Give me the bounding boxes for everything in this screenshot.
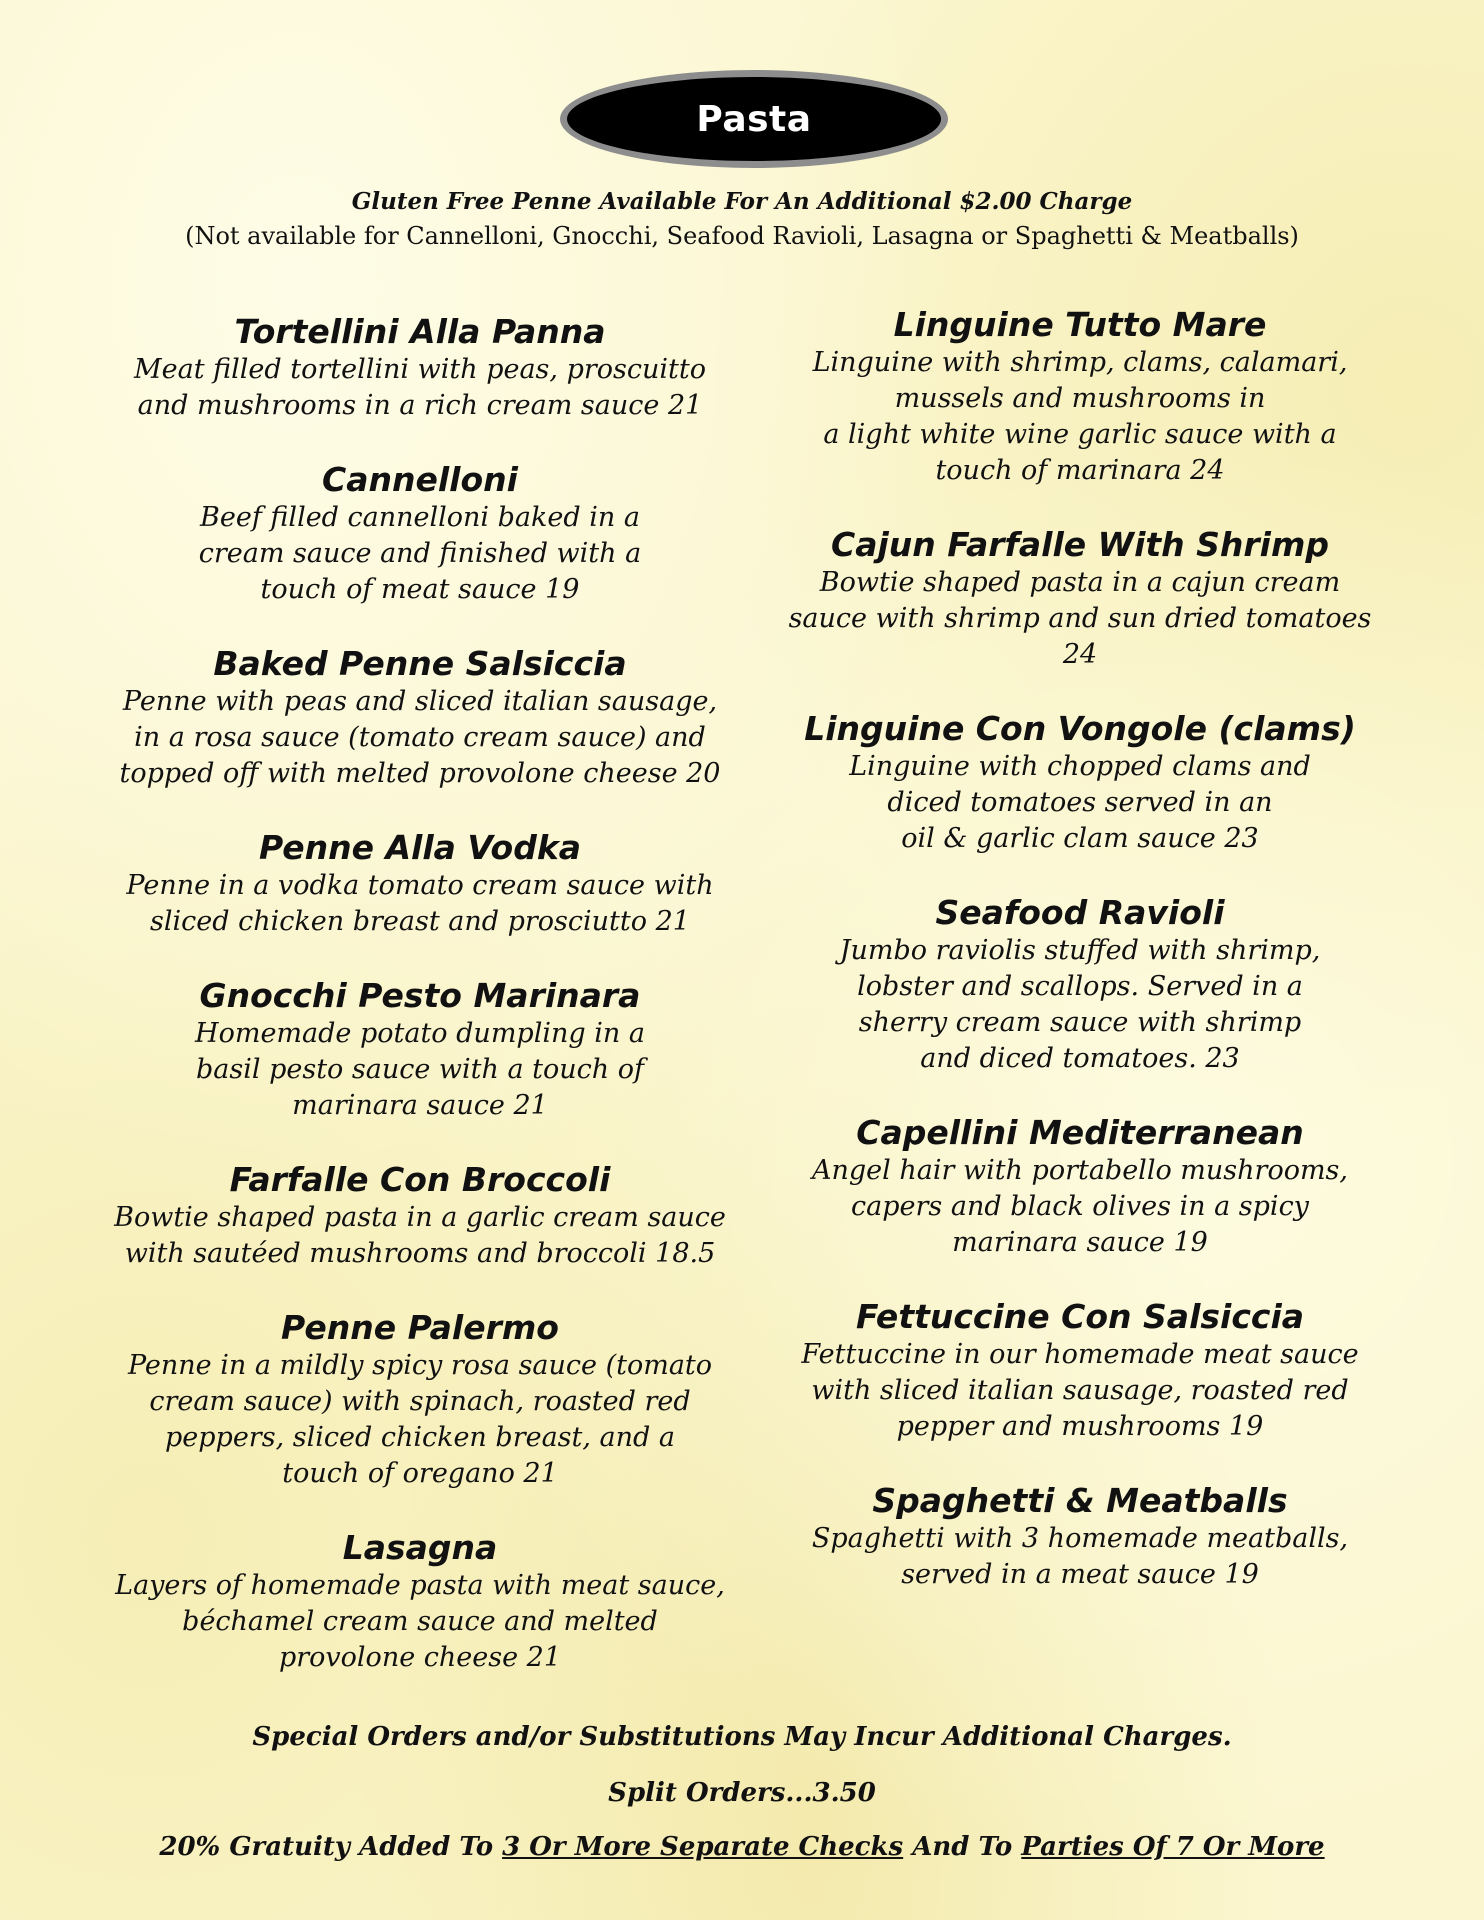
menu-item-description: Linguine with chopped clams and diced tomatoes served in an oil & garlic clam sauce 23: [849, 751, 1311, 854]
separate-checks-text: 3 Or More Separate Checks: [502, 1832, 904, 1862]
menu-item: [100, 312, 740, 424]
menu-item: [760, 709, 1400, 857]
menu-item-name: Cannelloni: [322, 460, 518, 499]
menu-item-description: Layers of homemade pasta with meat sauce, béchamel cream sauce and melted provolone cheese 21: [115, 1570, 725, 1673]
menu-item: [760, 1481, 1400, 1593]
menu-item-description: Fettuccine in our homemade meat sauce with sliced italian sausage, roasted red pepper and mushrooms 19: [801, 1339, 1359, 1442]
menu-item-description: Linguine with shrimp, clams, calamari, mussels and mushrooms in a light white wine garlic sauce with a touch of marinara 24: [812, 347, 1348, 486]
menu-item-description: Beef filled cannelloni baked in a cream sauce and finished with a touch of meat sauce 19: [198, 502, 642, 605]
gratuity-text: 20% Gratuity Added To: [159, 1832, 503, 1862]
menu-item-name: Seafood Ravioli: [935, 893, 1225, 932]
menu-item-name: Spaghetti & Meatballs: [872, 1481, 1288, 1520]
menu-item-description: Penne with peas and sliced italian sausage, in a rosa sauce (tomato cream sauce) and topped off with melted provolone cheese 20: [119, 686, 721, 789]
menu-item: [760, 525, 1400, 673]
menu-item-description: Angel hair with portabello mushrooms, capers and black olives in a spicy marinara sauce 19: [811, 1155, 1348, 1258]
menu-item: [100, 976, 740, 1124]
menu-item-description: Penne in a vodka tomato cream sauce with sliced chicken breast and prosciutto 21: [126, 870, 714, 937]
menu-item-name: Linguine Con Vongole (clams): [804, 709, 1356, 748]
menu-item-name: Tortellini Alla Panna: [234, 312, 606, 351]
gluten-free-exclusions: (Not available for Cannelloni, Gnocchi, Seafood Ravioli, Lasagna or Spaghetti & Meatballs): [185, 222, 1299, 250]
menu-item-description: Spaghetti with 3 homemade meatballs, served in a meat sauce 19: [811, 1523, 1349, 1590]
split-orders-note: Split Orders...3.50: [608, 1778, 876, 1808]
menu-item-description: Bowtie shaped pasta in a garlic cream sauce with sautéed mushrooms and broccoli 18.5: [114, 1202, 726, 1269]
menu-item-description: Homemade potato dumpling in a basil pesto sauce with a touch of marinara sauce 21: [195, 1018, 645, 1121]
menu-item-name: Fettuccine Con Salsiccia: [855, 1297, 1305, 1336]
gratuity-connector-text: And To: [903, 1832, 1022, 1862]
menu-item: [760, 1113, 1400, 1261]
menu-item-name: Lasagna: [342, 1528, 498, 1567]
menu-item: [100, 1160, 740, 1272]
page-title: Pasta: [696, 98, 812, 140]
menu-item-name: Baked Penne Salsiccia: [213, 644, 627, 683]
menu-item: [100, 644, 740, 792]
menu-column-right: [760, 305, 1400, 1629]
menu-item-name: Farfalle Con Broccoli: [229, 1160, 611, 1199]
menu-item-name: Linguine Tutto Mare: [893, 305, 1267, 344]
menu-item: [100, 1308, 740, 1492]
menu-item: [760, 1297, 1400, 1445]
menu-item: [100, 1528, 740, 1676]
menu-item: [100, 460, 740, 608]
menu-column-left: [100, 312, 740, 1712]
menu-item-name: Capellini Mediterranean: [856, 1113, 1304, 1152]
menu-item-description: Penne in a mildly spicy rosa sauce (tomato cream sauce) with spinach, roasted red peppers, sliced chicken breast, and a touch of oregano 21: [127, 1350, 713, 1489]
menu-item: [760, 305, 1400, 489]
section-title-badge: [560, 70, 948, 168]
menu-item-description: Bowtie shaped pasta in a cajun cream sauce with shrimp and sun dried tomatoes 24: [788, 567, 1372, 670]
menu-item-name: Gnocchi Pesto Marinara: [199, 976, 641, 1015]
party-size-text: Parties Of 7 Or More: [1021, 1832, 1325, 1862]
gratuity-note: [0, 1832, 1484, 1862]
menu-item: [100, 828, 740, 940]
menu-item-name: Cajun Farfalle With Shrimp: [830, 525, 1329, 564]
special-orders-note: Special Orders and/or Substitutions May Incur Additional Charges.: [252, 1722, 1232, 1752]
menu-item-name: Penne Alla Vodka: [258, 828, 582, 867]
menu-item: [760, 893, 1400, 1077]
menu-item-description: Jumbo raviolis stuffed with shrimp, lobster and scallops. Served in a sherry cream sauce with shrimp and diced tomatoes. 23: [839, 935, 1321, 1074]
menu-item-name: Penne Palermo: [281, 1308, 559, 1347]
menu-item-description: Meat filled tortellini with peas, proscuitto and mushrooms in a rich cream sauce 21: [134, 354, 706, 421]
gluten-free-notice: Gluten Free Penne Available For An Additional $2.00 Charge: [351, 188, 1133, 215]
